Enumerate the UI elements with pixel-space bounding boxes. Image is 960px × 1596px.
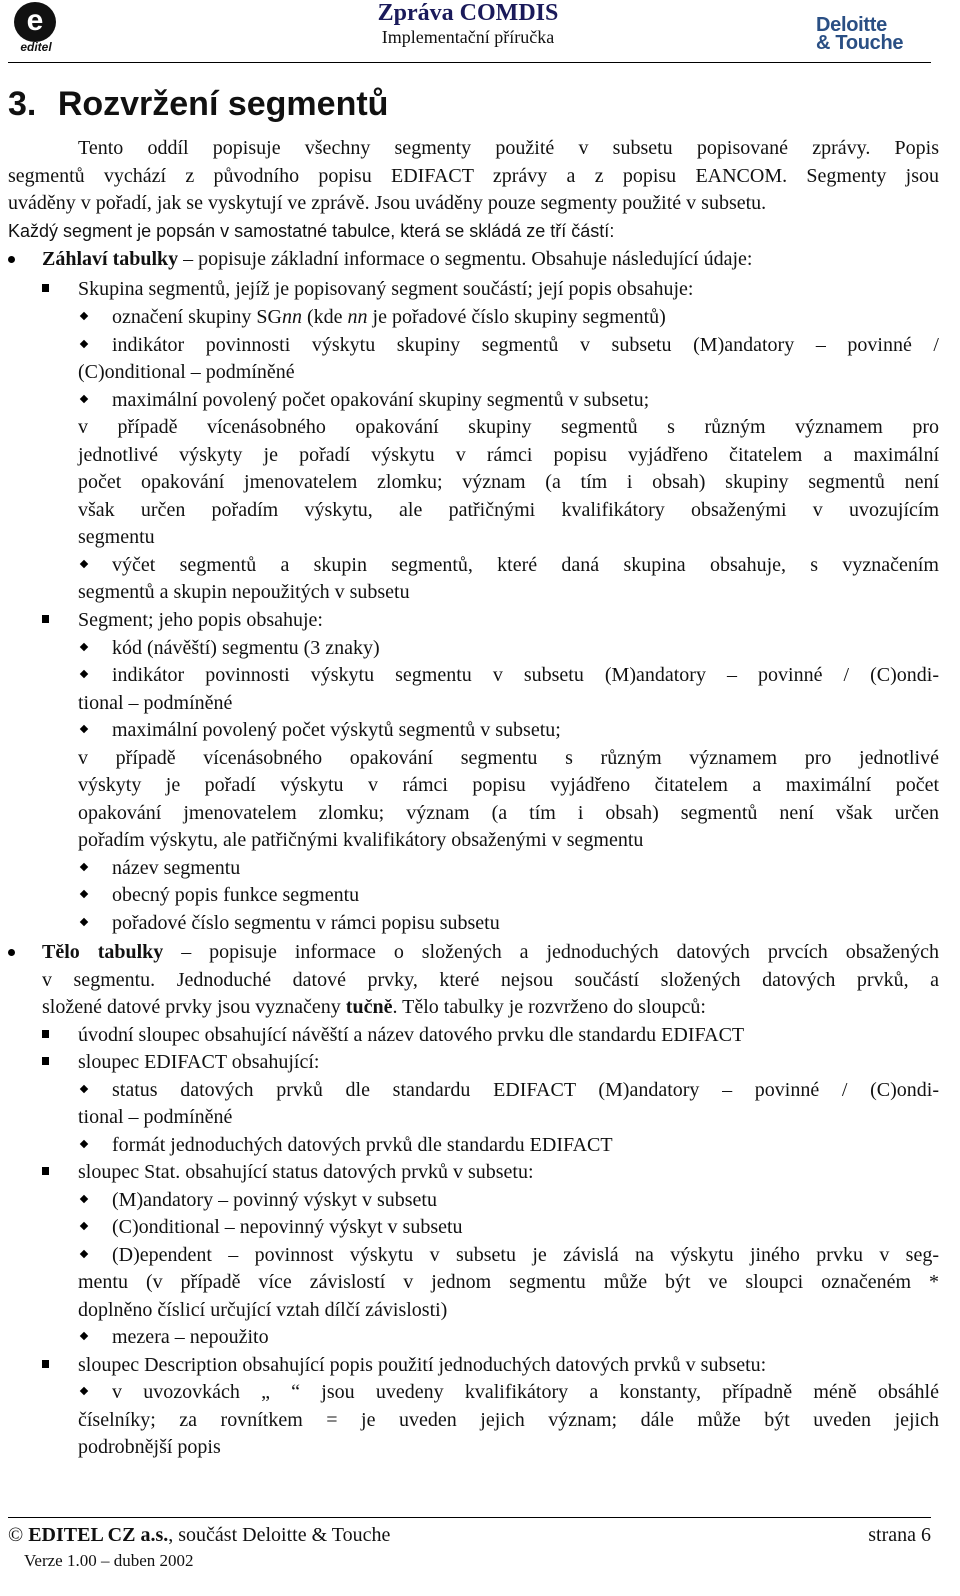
paragraph-line: v segmentu. Jednoduché datové prvky, které nejsou součástí složených datových prvků, a [42, 969, 939, 991]
page-number: strana 6 [868, 1524, 931, 1546]
list-item: Tělo tabulky – popisuje informace o složených a jednoduchých datových prvcích obsažených [0, 938, 960, 966]
paragraph-line: uváděny v pořadí, jak se vyskytují ve zprávě. Jsou uváděny pouze segmenty použité v subsetu. [8, 192, 767, 214]
brand-line-2: & Touche [816, 32, 904, 54]
diamond-bullet-icon [80, 303, 90, 331]
list-item: Segment; jeho popis obsahuje: [0, 606, 960, 634]
list-item: Záhlaví tabulky – popisuje základní informace o segmentu. Obsahuje následující údaje: [0, 245, 960, 273]
bullet-heading: Záhlaví tabulky [42, 248, 179, 270]
paragraph-line: tional – podmíněné [78, 692, 233, 714]
paragraph-line: Tento oddíl popisuje všechny segmenty použité v subsetu popisované zprávy. Popis [78, 137, 939, 159]
paragraph-line: složené datové prvky jsou vyznačeny tučně. Tělo tabulky je rozvrženo do sloupců: [42, 996, 706, 1018]
list-item: výčet segmentů a skupin segmentů, které daná skupina obsahuje, s vyznačením [0, 551, 960, 579]
paragraph-line: segmentů a skupin nepoužitých v subsetu [78, 581, 410, 603]
brand-line-1: Deloitte [816, 14, 887, 36]
square-bullet-icon [42, 1021, 52, 1049]
deloitte-touche-logo [816, 16, 926, 52]
bullet-icon [8, 245, 18, 273]
square-bullet-icon [42, 606, 52, 634]
section-title: Rozvržení segmentů [57, 85, 389, 123]
list-item: pořadové číslo segmentu v rámci popisu subsetu [0, 909, 960, 937]
paragraph-line: (C)onditional – podmíněné [78, 361, 295, 383]
paragraph-line: opakování jmenovatelem zlomku; význam (a tím i obsah) segmentů není však určen [78, 802, 939, 824]
square-bullet-icon [42, 1158, 52, 1186]
editel-logo-text: editel [20, 40, 52, 54]
list-item: Skupina segmentů, jejíž je popisovaný segment součástí; její popis obsahuje: [0, 275, 960, 303]
paragraph-line: Každý segment je popsán v samostatné tabulce, která se skládá ze tří částí: [8, 221, 615, 241]
diamond-bullet-icon [80, 881, 90, 909]
diamond-bullet-icon [80, 634, 90, 662]
diamond-bullet-icon [80, 854, 90, 882]
bullet-heading: Tělo tabulky [42, 941, 164, 963]
document-version: Verze 1.00 – duben 2002 [24, 1551, 194, 1570]
square-bullet-icon [42, 1048, 52, 1076]
list-item: maximální povolený počet opakování skupiny segmentů v subsetu; [0, 386, 960, 414]
section-number: 3. [8, 85, 37, 123]
diamond-bullet-icon [80, 551, 90, 579]
paragraph-line: podrobnější popis [78, 1436, 221, 1458]
list-item: (D)ependent – povinnost výskytu v subsetu je závislá na výskytu jiného prvku v seg- [0, 1241, 960, 1269]
list-item: kód (návěští) segmentu (3 znaky) [0, 634, 960, 662]
list-item: mezera – nepoužito [0, 1323, 960, 1351]
list-item: název segmentu [0, 854, 960, 882]
list-item: indikátor povinnosti výskytu segmentu v subsetu (M)andatory – povinné / (C)ondi- [0, 661, 960, 689]
list-item: označení skupiny SGnn (kde nn je pořadové číslo skupiny segmentů) [0, 303, 960, 331]
list-item: maximální povolený počet výskytů segmentů v subsetu; [0, 716, 960, 744]
editel-e-icon: e [14, 2, 56, 42]
paragraph-line: segmentů vychází z původního popisu EDIFACT zprávy a z popisu EANCOM. Segmenty jsou [8, 165, 939, 187]
diamond-bullet-icon [80, 386, 90, 414]
list-item: úvodní sloupec obsahující návěští a název datového prvku dle standardu EDIFACT [0, 1021, 960, 1049]
paragraph-line: segmentu [78, 526, 155, 548]
diamond-bullet-icon [80, 331, 90, 359]
header-rule [8, 62, 931, 63]
paragraph-line: pořadím výskytu, ale patřičnými kvalifikátory obsaženými v segmentu [78, 829, 644, 851]
list-item: (M)andatory – povinný výskyt v subsetu [0, 1186, 960, 1214]
list-item: formát jednoduchých datových prvků dle standardu EDIFACT [0, 1131, 960, 1159]
paragraph-line: doplněno číslicí určující vztah dílčí závislosti) [78, 1299, 448, 1321]
footer-rule [8, 1517, 931, 1518]
list-item: indikátor povinnosti výskytu skupiny segmentů v subsetu (M)andatory – povinné / [0, 331, 960, 359]
paragraph-line: jednotlivé výskyty je pořadí výskytu v rámci popisu vyjádřeno čitatelem a maximální [78, 444, 939, 466]
square-bullet-icon [42, 1351, 52, 1379]
paragraph-line: tional – podmíněné [78, 1106, 233, 1128]
document-subtitle: Implementační příručka [381, 27, 555, 47]
diamond-bullet-icon [80, 1323, 90, 1351]
diamond-bullet-icon [80, 1131, 90, 1159]
diamond-bullet-icon [80, 909, 90, 937]
paragraph-line: výskyty je pořadí výskytu v rámci popisu vyjádřeno čitatelem a maximální počet [78, 774, 939, 796]
paragraph-line: číselníky; za rovnítkem = je uveden jejich význam; dále může být uveden jejich [78, 1409, 939, 1431]
list-item: sloupec Description obsahující popis použití jednoduchých datových prvků v subsetu: [0, 1351, 960, 1379]
editel-logo [12, 2, 60, 54]
list-item: sloupec EDIFACT obsahující: [0, 1048, 960, 1076]
bullet-icon [8, 938, 18, 966]
document-title: Zpráva COMDIS [377, 0, 559, 26]
footer-company: EDITEL CZ a.s. [28, 1524, 169, 1546]
diamond-bullet-icon [80, 1076, 90, 1104]
paragraph-line: v případě vícenásobného opakování segmentu s různým významem pro jednotlivé [78, 747, 939, 769]
footer-copyright: © EDITEL CZ a.s., součást Deloitte & Touche [8, 1524, 391, 1546]
list-item: obecný popis funkce segmentu [0, 881, 960, 909]
diamond-bullet-icon [80, 1241, 90, 1269]
diamond-bullet-icon [80, 1378, 90, 1406]
list-item: (C)onditional – nepovinný výskyt v subsetu [0, 1213, 960, 1241]
list-item: status datových prvků dle standardu EDIFACT (M)andatory – povinné / (C)ondi- [0, 1076, 960, 1104]
list-item: sloupec Stat. obsahující status datových prvků v subsetu: [0, 1158, 960, 1186]
diamond-bullet-icon [80, 1213, 90, 1241]
paragraph-line: však určen pořadím výskytu, ale patřičnými kvalifikátory obsaženými v uvozujícím [78, 499, 939, 521]
diamond-bullet-icon [80, 661, 90, 689]
diamond-bullet-icon [80, 716, 90, 744]
square-bullet-icon [42, 275, 52, 303]
paragraph-line: mentu (v případě více závislostí v jednom segmentu může být ve sloupci označeném * [78, 1271, 939, 1293]
section-heading [8, 84, 388, 124]
diamond-bullet-icon [80, 1186, 90, 1214]
page-header [8, 0, 936, 62]
paragraph-line: v případě vícenásobného opakování skupiny segmentů s různým významem pro [78, 416, 939, 438]
list-item: v uvozovkách „ “ jsou uvedeny kvalifikátory a konstanty, případně méně obsáhlé [0, 1378, 960, 1406]
paragraph-line: počet opakování jmenovatelem zlomku; význam (a tím i obsah) skupiny segmentů není [78, 471, 939, 493]
